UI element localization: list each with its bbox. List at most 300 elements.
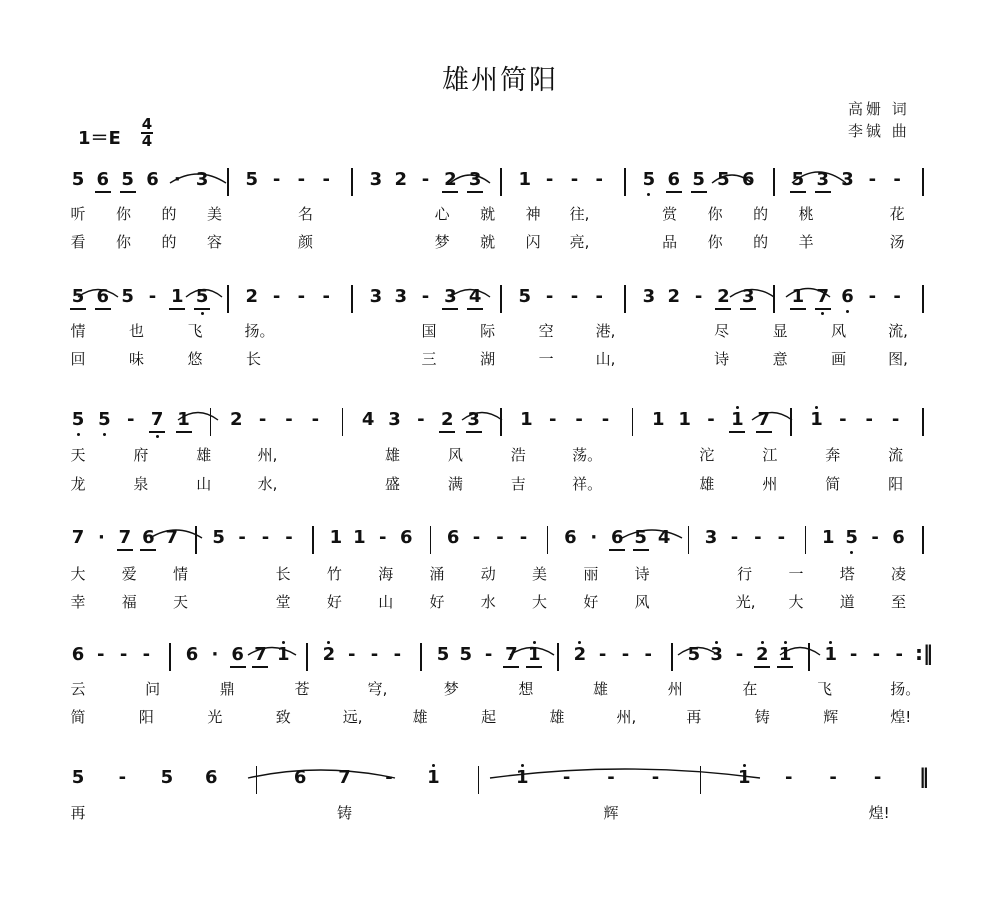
lyric-char: 诗: [634, 565, 650, 583]
dash-note: -: [777, 527, 786, 548]
note: 1: [778, 644, 792, 665]
bar-line: [547, 526, 549, 554]
note: 5: [791, 169, 805, 190]
lyric-char: 就: [480, 205, 496, 223]
note: 5: [121, 169, 134, 190]
lyric-char: 荡。: [572, 446, 603, 464]
note: 1: [427, 767, 440, 788]
lyric-char: 雄: [549, 708, 565, 726]
bar-line: [227, 285, 229, 313]
bar-line: [922, 285, 924, 313]
note: 7: [757, 409, 771, 430]
dash-note: -: [472, 527, 481, 548]
dash-note: -: [595, 169, 604, 190]
lyric-char: 画: [831, 350, 847, 368]
lyric-char: 听: [70, 205, 86, 223]
note: 2: [717, 286, 730, 307]
dash-note: -: [893, 169, 901, 190]
note: 3: [710, 644, 723, 665]
bar-line: [478, 766, 480, 794]
dash-note: -: [311, 409, 320, 430]
lyric-char: 阳: [888, 475, 904, 493]
dash-note: -: [285, 527, 293, 548]
lyric-char: 至: [891, 593, 907, 611]
note: 5: [98, 409, 111, 430]
lyric-char: 风: [831, 322, 847, 340]
lyric-char: 行: [737, 565, 753, 583]
lower-octave-dot: [850, 551, 853, 554]
beam: [790, 191, 806, 193]
dash-note: -: [872, 644, 881, 665]
beam: [442, 191, 458, 193]
beam: [503, 666, 519, 668]
beam: [666, 191, 682, 193]
note: 7: [150, 409, 164, 430]
lower-octave-dot: [103, 433, 106, 436]
note: 5: [687, 644, 701, 665]
lyric-char: 的: [161, 233, 177, 251]
upper-octave-dot: [432, 764, 435, 767]
dash-note: -: [849, 644, 858, 665]
lower-octave-dot: [821, 312, 824, 315]
bar-line: [808, 643, 810, 671]
dash-note: -: [651, 767, 660, 788]
dash-note: -: [871, 527, 879, 548]
bar-line: [351, 285, 353, 313]
dash-note: -: [258, 409, 267, 430]
dash-note: -: [607, 767, 615, 788]
note: 5: [71, 286, 85, 307]
note: 3: [394, 286, 407, 307]
lyric-char: 风: [634, 593, 650, 611]
lyric-char: 问: [145, 680, 161, 698]
lyric-char: 海: [378, 565, 394, 583]
lyric-char: 苍: [294, 680, 310, 698]
lyric-char: 江: [762, 446, 778, 464]
bar-line: [195, 526, 197, 554]
lyric-char: 空: [538, 322, 554, 340]
lyric-char: 雄: [412, 708, 428, 726]
lyric-char: 简: [825, 475, 841, 493]
lyric-char: 港,: [595, 322, 616, 340]
note: 5: [459, 644, 473, 665]
note: 5: [212, 527, 225, 548]
lyric-char: 动: [480, 565, 496, 583]
beam: [777, 666, 793, 668]
lyric-char: 山,: [595, 350, 616, 368]
dash-note: -: [545, 169, 554, 190]
lyricist-credit: 高姗 词: [848, 100, 910, 118]
dash-note: -: [322, 286, 330, 307]
lyric-char: 再: [70, 804, 86, 822]
note: 6: [71, 644, 85, 665]
dash-note: -: [570, 286, 579, 307]
lower-octave-dot: [846, 310, 849, 313]
dash-note: -: [575, 409, 583, 430]
note: 7: [505, 644, 518, 665]
note: 5: [71, 409, 85, 430]
note: 1: [515, 767, 529, 788]
lyric-char: 羊: [798, 233, 814, 251]
beam: [230, 666, 246, 668]
note: 2: [394, 169, 407, 190]
dash-note: -: [519, 527, 528, 548]
note: 1: [731, 409, 744, 430]
upper-octave-dot: [736, 406, 739, 409]
lyric-char: 三: [421, 350, 437, 368]
note: 4: [361, 409, 375, 430]
lyric-char: 铸: [754, 708, 770, 726]
lyric-char: 流: [888, 446, 904, 464]
note: 3: [642, 286, 656, 307]
time-signature-top: 4: [141, 115, 153, 133]
lyric-char: 光,: [735, 593, 756, 611]
lyric-char: 神: [525, 205, 541, 223]
dash-note: -: [379, 527, 387, 548]
dash-note: -: [393, 644, 402, 665]
lyric-char: 水: [480, 593, 496, 611]
dash-note: -: [417, 409, 425, 430]
lyric-char: 悠: [187, 350, 203, 368]
beam: [815, 308, 831, 310]
note: 1: [791, 286, 805, 307]
lower-octave-dot: [201, 312, 204, 315]
lyric-char: 龙: [70, 475, 86, 493]
note: 3: [467, 409, 480, 430]
lyric-char: 你: [115, 233, 131, 251]
dash-note: -: [754, 527, 762, 548]
bar-line: [632, 408, 634, 436]
note: 3: [841, 169, 854, 190]
note: 1: [329, 527, 343, 548]
note: 1: [678, 409, 691, 430]
bar-line: [430, 526, 432, 554]
lyric-char: 际: [480, 322, 496, 340]
beam: [609, 549, 625, 551]
beam: [526, 666, 542, 668]
bar-line: [420, 643, 422, 671]
slur: [622, 530, 682, 538]
lyric-char: 泉: [133, 475, 149, 493]
lyric-char: 辉: [603, 804, 619, 822]
dash-note: -: [421, 169, 430, 190]
dash-note: -: [891, 409, 900, 430]
lyric-char: 国: [421, 322, 437, 340]
dash-note: -: [707, 409, 715, 430]
lyric-char: 简: [70, 708, 86, 726]
dash-note: -: [261, 527, 270, 548]
note: 6: [892, 527, 905, 548]
note: 6: [399, 527, 413, 548]
lyric-char: 凌: [891, 565, 907, 583]
lyric-char: 味: [128, 350, 144, 368]
lyric-char: 情: [173, 565, 189, 583]
lyric-char: 再: [686, 708, 702, 726]
dash-note: -: [272, 286, 281, 307]
dash-note: -: [127, 409, 135, 430]
note: 6: [741, 169, 755, 190]
lyric-char: 诗: [714, 350, 730, 368]
bar-line: [922, 526, 924, 554]
beam: [149, 431, 165, 433]
note: 5: [121, 286, 134, 307]
lyric-char: 你: [707, 205, 723, 223]
lyric-char: 煌!: [890, 708, 912, 726]
upper-octave-dot: [743, 764, 746, 767]
note: 5: [71, 169, 85, 190]
lyric-char: 汤: [889, 233, 905, 251]
dash-note: -: [484, 644, 493, 665]
lyric-char: 大: [788, 593, 804, 611]
lyric-char: 也: [128, 322, 144, 340]
lyric-char: 山: [196, 475, 212, 493]
note: 1: [738, 767, 751, 788]
upper-octave-dot: [761, 641, 764, 644]
beam: [740, 308, 756, 310]
bar-line: [500, 285, 502, 313]
lyric-char: 桃: [798, 205, 814, 223]
lower-octave-dot: [647, 193, 650, 196]
lyric-char: 水,: [257, 475, 278, 493]
upper-octave-dot: [815, 406, 818, 409]
beam: [194, 308, 210, 310]
lyric-char: 雄: [699, 475, 715, 493]
lyric-char: 心: [434, 205, 450, 223]
lyric-char: 竹: [326, 565, 342, 583]
note: 2: [322, 644, 336, 665]
note: 1: [518, 169, 532, 190]
note: 1: [277, 644, 290, 665]
lyric-char: 阳: [138, 708, 154, 726]
lyric-char: 满: [447, 475, 463, 493]
dash-note: -: [545, 286, 554, 307]
note: 6: [610, 527, 624, 548]
dash-note: -: [784, 767, 793, 788]
bar-line: [256, 766, 258, 794]
note: 5: [160, 767, 174, 788]
dash-note: -: [598, 644, 607, 665]
lyric-char: 就: [480, 233, 496, 251]
lyric-char: 在: [742, 680, 758, 698]
upper-octave-dot: [521, 764, 524, 767]
lyric-char: 你: [707, 233, 723, 251]
note: 7: [254, 644, 267, 665]
bar-line: [227, 168, 229, 196]
lyric-char: 煌!: [868, 804, 890, 822]
note: 6: [293, 767, 307, 788]
note: 6: [564, 527, 577, 548]
bar-line: [922, 408, 924, 436]
note: 3: [195, 169, 209, 190]
lyric-char: 涌: [429, 565, 445, 583]
lyric-char: 州: [762, 475, 778, 493]
beam: [754, 666, 770, 668]
lyric-char: 想: [518, 680, 534, 698]
dot-note: ·: [173, 169, 181, 190]
dash-note: -: [570, 169, 579, 190]
dash-note: -: [347, 644, 356, 665]
note: 6: [142, 527, 155, 548]
lyric-char: 湖: [480, 350, 496, 368]
lyric-char: 福: [121, 593, 137, 611]
note: 6: [96, 169, 110, 190]
lyric-char: 沱: [699, 446, 715, 464]
bar-line: [790, 408, 792, 436]
note: 7: [165, 527, 179, 548]
note: 5: [845, 527, 858, 548]
note: 2: [756, 644, 769, 665]
lyric-char: 光: [207, 708, 223, 726]
lyric-char: 亮,: [569, 233, 590, 251]
beam: [117, 549, 133, 551]
beam: [95, 308, 111, 310]
lyric-char: 花: [889, 205, 905, 223]
note: 3: [468, 169, 482, 190]
beam: [252, 666, 268, 668]
note: 5: [518, 286, 532, 307]
lyric-char: 回: [70, 350, 86, 368]
lyric-char: 飞: [817, 680, 833, 698]
lyric-char: 铸: [337, 804, 353, 822]
note: 1: [353, 527, 366, 548]
beam: [815, 191, 831, 193]
dash-note: -: [694, 286, 703, 307]
bar-line: [351, 168, 353, 196]
lyric-char: 好: [326, 593, 342, 611]
bar-line: [805, 526, 807, 554]
dash-note: -: [421, 286, 430, 307]
upper-octave-dot: [282, 641, 285, 644]
lyric-char: 州: [667, 680, 683, 698]
note: 2: [440, 409, 454, 430]
dash-note: -: [238, 527, 246, 548]
slur: [248, 770, 395, 778]
lyric-char: 天: [70, 446, 86, 464]
beam: [729, 431, 745, 433]
note: 6: [96, 286, 110, 307]
beam: [70, 308, 86, 310]
note: 1: [651, 409, 665, 430]
lyric-char: 一: [788, 565, 804, 583]
lyric-char: 天: [173, 593, 189, 611]
lyric-char: 闪: [525, 233, 541, 251]
note: 6: [667, 169, 681, 190]
lyric-char: 长: [246, 350, 262, 368]
note: 5: [692, 169, 705, 190]
lyric-char: 幸: [70, 593, 86, 611]
beam: [466, 431, 482, 433]
dash-note: -: [385, 767, 393, 788]
dash-note: -: [873, 767, 882, 788]
lyric-char: 道: [839, 593, 855, 611]
composer-credit: 李铖 曲: [848, 122, 910, 140]
lyric-char: 丽: [583, 565, 599, 583]
note: 7: [338, 767, 351, 788]
dash-note: -: [272, 169, 281, 190]
note: 3: [704, 527, 718, 548]
lyric-char: 你: [115, 205, 131, 223]
note: 4: [657, 527, 671, 548]
bar-line: [700, 766, 702, 794]
bar-line: [688, 526, 690, 554]
lyric-char: 风: [447, 446, 463, 464]
beam: [756, 431, 772, 433]
lyric-char: 赏: [662, 205, 678, 223]
time-signature: [140, 117, 154, 149]
note: 7: [71, 527, 85, 548]
lyric-char: 美: [532, 565, 548, 583]
dash-note: -: [868, 169, 877, 190]
note: 5: [436, 644, 450, 665]
dash-note: -: [370, 644, 379, 665]
note: 1: [520, 409, 533, 430]
note: 1: [527, 644, 541, 665]
lower-octave-dot: [156, 435, 159, 438]
lyric-char: 品: [662, 233, 678, 251]
lyric-char: 府: [133, 446, 149, 464]
bar-line: [500, 168, 502, 196]
lyric-char: 看: [70, 233, 86, 251]
note: 3: [741, 286, 755, 307]
dash-note: -: [322, 169, 330, 190]
dash-note: -: [142, 644, 151, 665]
note: 6: [841, 286, 854, 307]
note: 1: [171, 286, 184, 307]
note: 3: [816, 169, 829, 190]
beam: [442, 308, 458, 310]
bar-line: [922, 168, 924, 196]
upper-octave-dot: [784, 641, 787, 644]
time-signature-bottom: 4: [141, 131, 153, 150]
dash-note: -: [97, 644, 105, 665]
end-bar-line: :‖: [915, 641, 933, 665]
beam: [715, 308, 731, 310]
lyric-char: 祥。: [572, 475, 603, 493]
lyric-char: 长: [275, 565, 291, 583]
dash-note: -: [839, 409, 847, 430]
note: 1: [821, 527, 835, 548]
beam: [790, 308, 806, 310]
dash-note: -: [893, 286, 901, 307]
lyric-char: 流,: [888, 322, 908, 340]
lower-octave-dot: [77, 433, 80, 436]
lyric-char: 雄: [196, 446, 212, 464]
dash-note: -: [829, 767, 837, 788]
dash-note: -: [595, 286, 604, 307]
lyric-char: 浩: [510, 446, 526, 464]
dash-note: -: [644, 644, 652, 665]
bar-line: [210, 408, 212, 436]
dot-note: ·: [211, 644, 219, 665]
lyric-char: 扬。: [244, 322, 275, 340]
bar-line: [773, 285, 775, 313]
note: 2: [229, 409, 243, 430]
dash-note: -: [549, 409, 557, 430]
dash-note: -: [148, 286, 157, 307]
lyric-char: 雄: [593, 680, 609, 698]
note: 4: [468, 286, 482, 307]
note: 1: [810, 409, 823, 430]
beam: [439, 431, 455, 433]
bar-line: [624, 285, 626, 313]
dash-note: -: [735, 644, 744, 665]
beam: [140, 549, 156, 551]
note: 3: [369, 169, 383, 190]
lyric-char: 扬。: [890, 680, 921, 698]
lyric-char: 致: [275, 708, 291, 726]
lyric-char: 穹,: [367, 680, 388, 698]
beam: [467, 308, 483, 310]
